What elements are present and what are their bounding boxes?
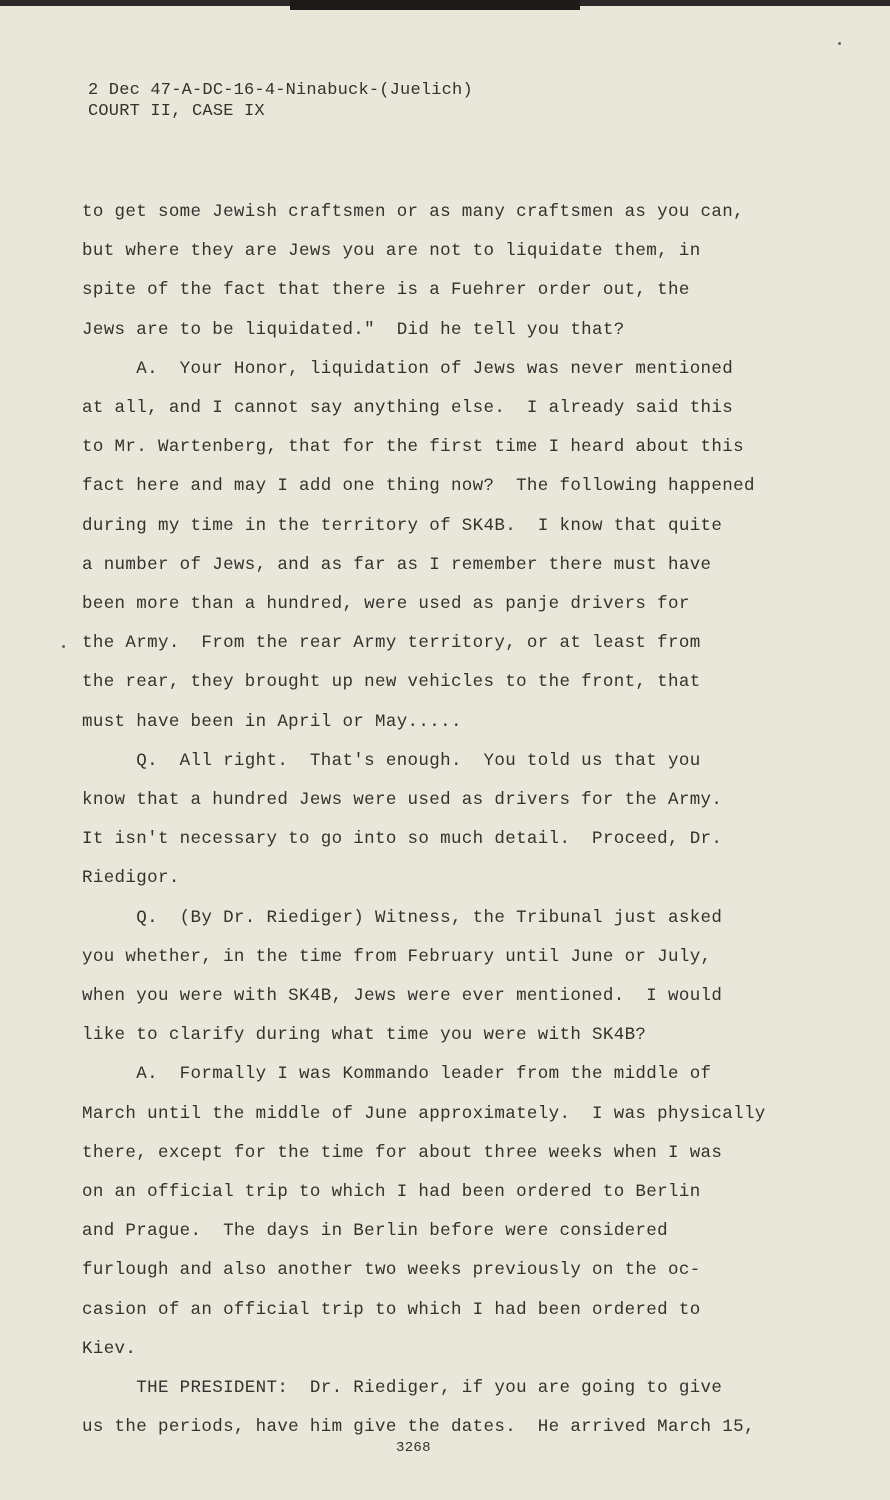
transcript-line: fact here and may I add one thing now? The following happened <box>82 476 755 497</box>
transcript-line: to Mr. Wartenberg, that for the first time I heard about this <box>82 437 744 458</box>
transcript-line: casion of an official trip to which I had been ordered to <box>82 1299 701 1320</box>
transcript-line: us the periods, have him give the dates. He arrived March 15, <box>82 1417 755 1438</box>
transcript-line: Q. (By Dr. Riediger) Witness, the Tribunal just asked <box>82 907 723 928</box>
transcript-line: Q. All right. That's enough. You told us that you <box>82 750 701 771</box>
transcript-line: Jews are to be liquidated." Did he tell you that? <box>82 319 625 340</box>
transcript-line: furlough and also another two weeks previously on the oc- <box>82 1260 701 1281</box>
transcript-line: on an official trip to which I had been ordered to Berlin <box>82 1182 701 1202</box>
transcript-line: but where they are Jews you are not to liquidate them, in <box>82 241 701 262</box>
header-line-2: COURT II, CASE IX <box>88 102 265 121</box>
transcript-line: know that a hundred Jews were used as drivers for the Army. <box>82 790 723 810</box>
transcript-line: at all, and I cannot say anything else. I already said this <box>82 398 734 418</box>
transcript-line: like to clarify during what time you were with SK4B? <box>82 1025 647 1046</box>
transcript-line: THE PRESIDENT: Dr. Riediger, if you are going to give <box>82 1378 723 1398</box>
transcript-line: spite of the fact that there is a Fuehrer order out, the <box>82 280 690 301</box>
transcript-line: there, except for the time for about three weeks when I was <box>82 1142 723 1163</box>
document-header <box>88 80 473 122</box>
transcript-line: A. Your Honor, liquidation of Jews was never mentioned <box>82 358 734 379</box>
transcript-line: been more than a hundred, were used as panje drivers for <box>82 594 690 614</box>
transcript-line: Riedigor. <box>82 868 180 889</box>
transcript-line: A. Formally I was Kommando leader from the middle of <box>82 1064 712 1085</box>
transcript-line: when you were with SK4B, Jews were ever mentioned. I would <box>82 986 723 1006</box>
header-line-1: 2 Dec 47-A-DC-16-4-Ninabuck-(Juelich) <box>88 81 473 100</box>
transcript-line: the rear, they brought up new vehicles to the front, that <box>82 672 701 693</box>
margin-mark <box>62 645 65 648</box>
transcript-line: a number of Jews, and as far as I remember there must have <box>82 554 712 575</box>
transcript-line: to get some Jewish craftsmen or as many craftsmen as you can, <box>82 202 744 222</box>
page-number: 3268 <box>396 1440 431 1456</box>
margin-mark <box>838 42 841 45</box>
transcript-line: must have been in April or May..... <box>82 711 462 732</box>
transcript-body <box>82 200 862 1438</box>
transcript-line: the Army. From the rear Army territory, or at least from <box>82 633 701 654</box>
transcript-line: It isn't necessary to go into so much detail. Proceed, Dr. <box>82 829 723 850</box>
transcript-line: and Prague. The days in Berlin before were considered <box>82 1221 668 1242</box>
transcript-line: you whether, in the time from February until June or July, <box>82 946 712 967</box>
transcript-line: Kiev. <box>82 1338 137 1359</box>
transcript-line: during my time in the territory of SK4B. I know that quite <box>82 515 723 536</box>
transcript-line: March until the middle of June approximately. I was physically <box>82 1103 766 1124</box>
